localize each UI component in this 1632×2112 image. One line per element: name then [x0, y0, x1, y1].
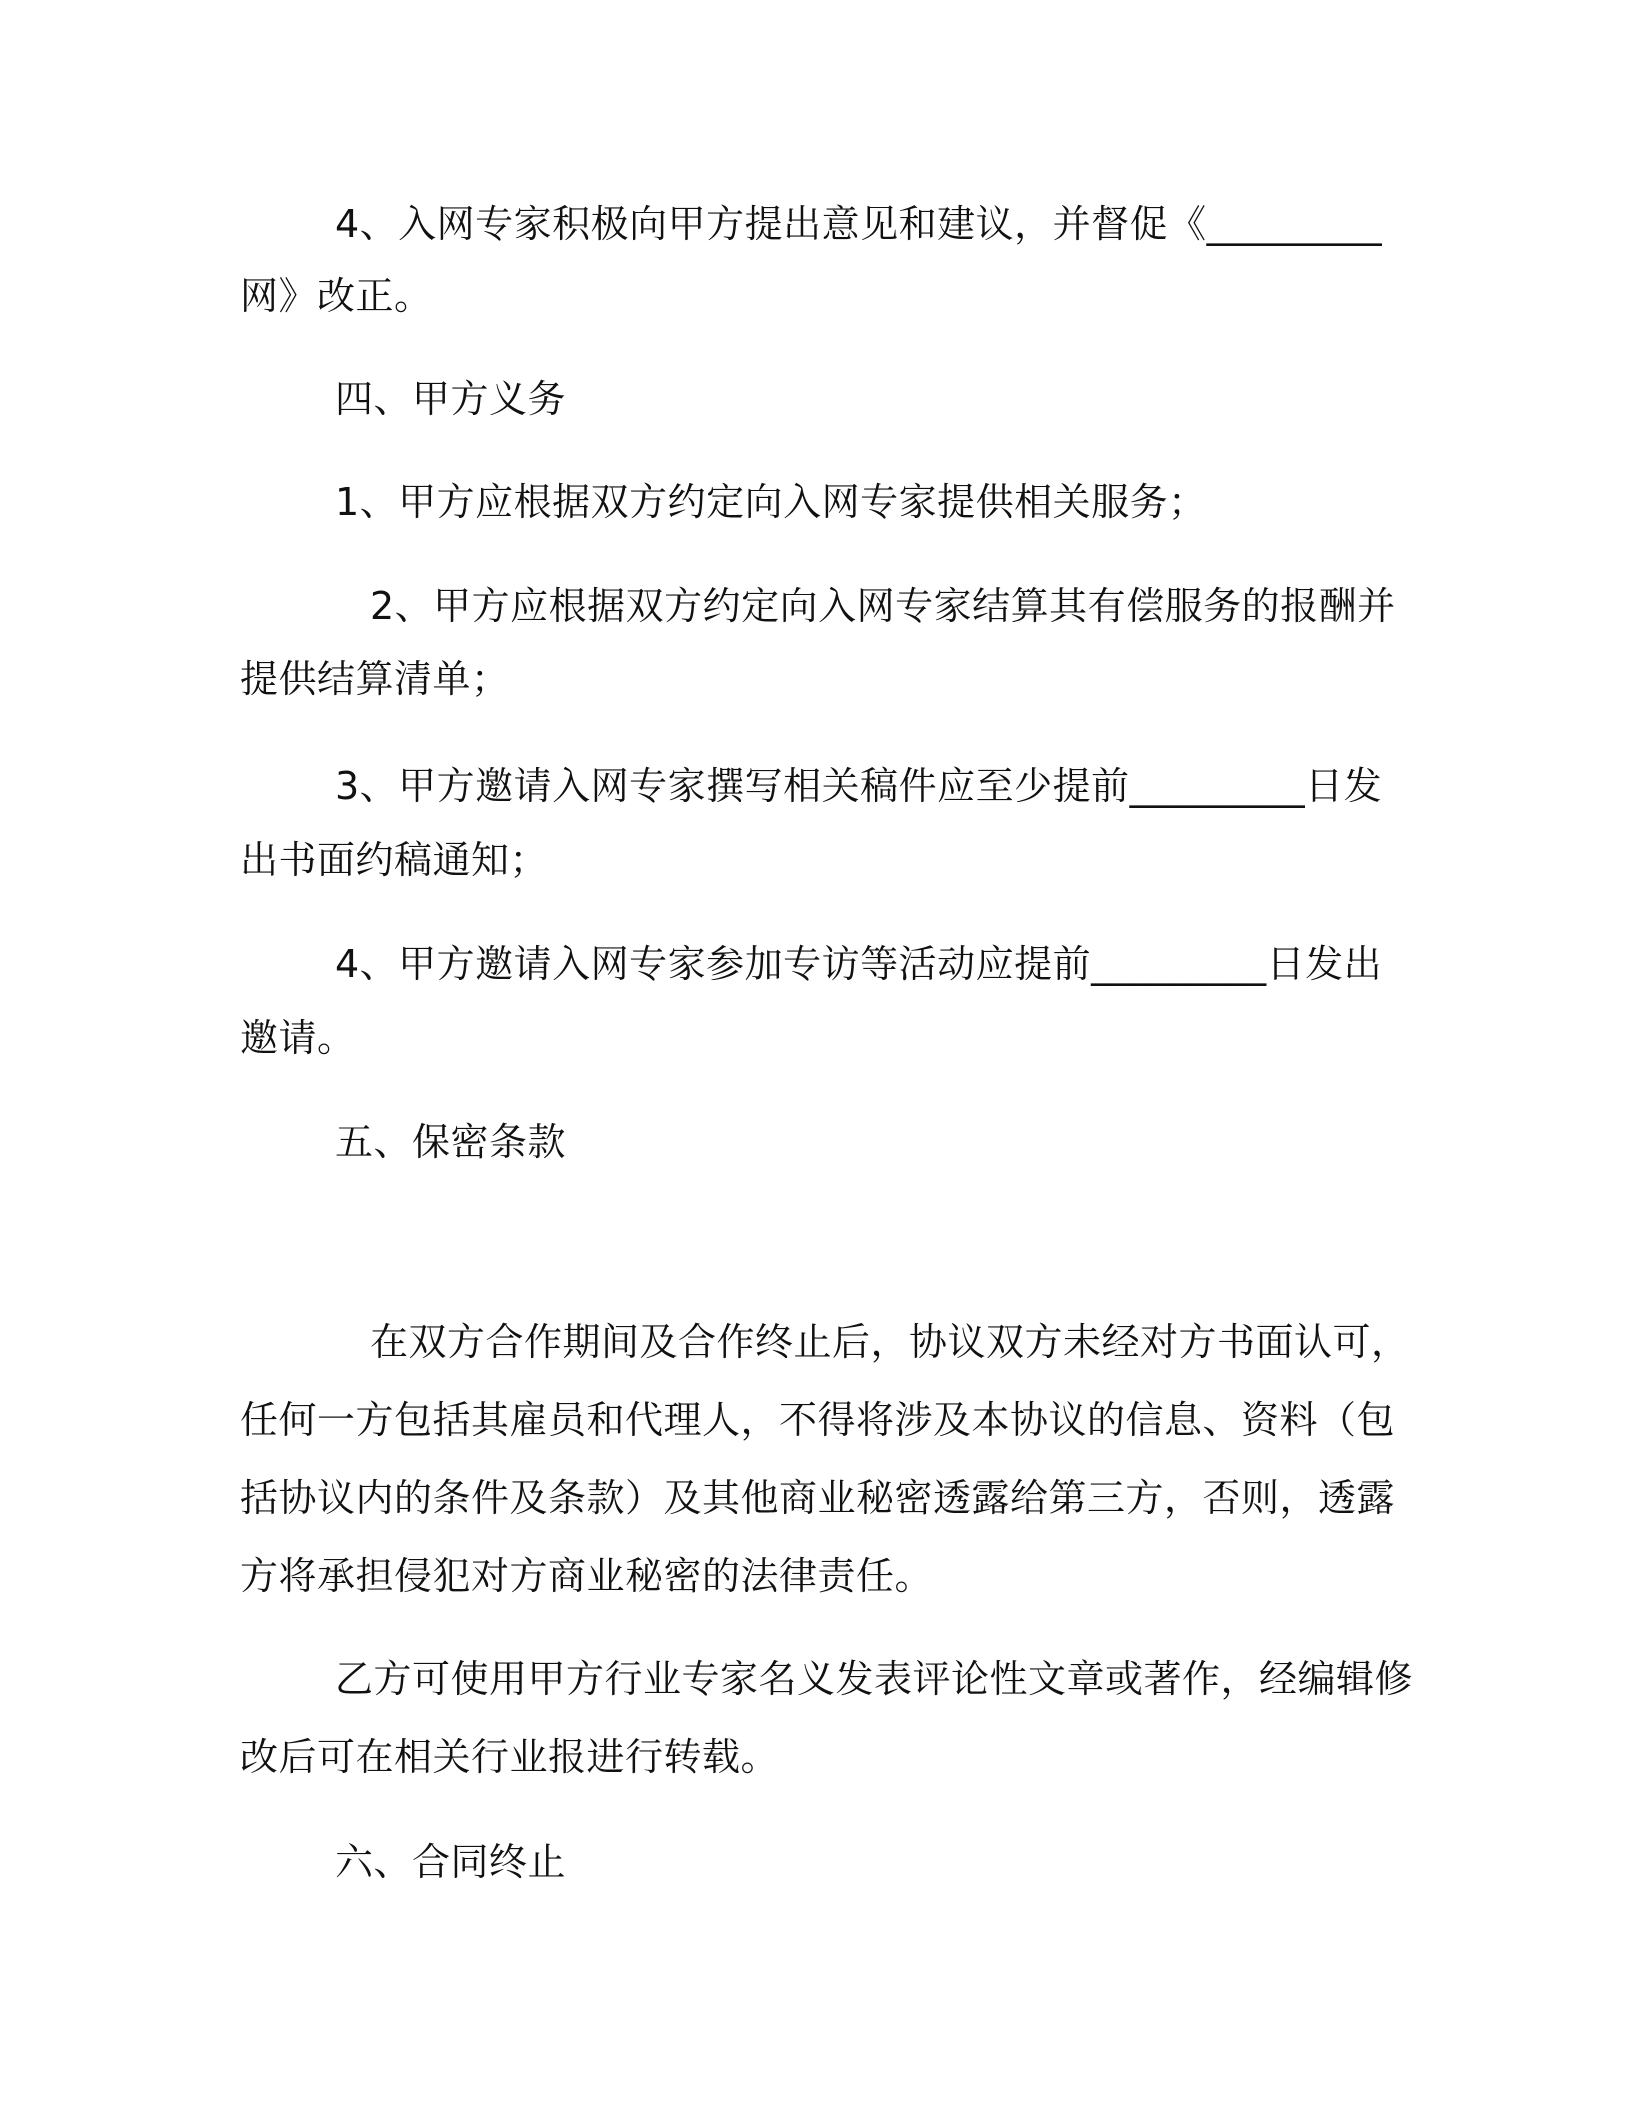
confidentiality-para-line-1: 在双方合作期间及合作终止后，协议双方未经对方书面认可， — [370, 1320, 1410, 1364]
clause-4-1: 1、甲方应根据双方约定向入网专家提供相关服务； — [335, 480, 1207, 524]
confidentiality-para-line-3: 括协议内的条件及条款）及其他商业秘密透露给第三方，否则，透露 — [240, 1476, 1396, 1520]
clause-4-4-line-2: 邀请。 — [240, 1016, 356, 1060]
confidentiality-para-line-2: 任何一方包括其雇员和代理人，不得将涉及本协议的信息、资料（包 — [240, 1398, 1396, 1442]
section-4-heading: 四、甲方义务 — [335, 377, 567, 421]
confidentiality-para-line-4: 方将承担侵犯对方商业秘密的法律责任。 — [240, 1554, 934, 1598]
clause-4-2-line-2: 提供结算清单； — [240, 657, 510, 701]
clause-3-4-line-1: 4、入网专家积极向甲方提出意见和建议，并督促《_________ — [335, 202, 1383, 246]
republish-para-line-2: 改后可在相关行业报进行转载。 — [240, 1735, 780, 1779]
republish-para-line-1: 乙方可使用甲方行业专家名义发表评论性文章或著作，经编辑修 — [335, 1657, 1414, 1701]
section-5-heading: 五、保密条款 — [335, 1120, 567, 1164]
section-6-heading: 六、合同终止 — [335, 1840, 567, 1884]
clause-3-4-line-2: 网》改正。 — [240, 274, 433, 318]
clause-4-3-line-2: 出书面约稿通知； — [240, 838, 549, 882]
clause-4-3-line-1: 3、甲方邀请入网专家撰写相关稿件应至少提前_________日发 — [335, 764, 1383, 808]
clause-4-2-line-1: 2、甲方应根据双方约定向入网专家结算其有偿服务的报酬并 — [370, 584, 1396, 628]
clause-4-4-line-1: 4、甲方邀请入网专家参加专访等活动应提前_________日发出 — [335, 942, 1383, 986]
